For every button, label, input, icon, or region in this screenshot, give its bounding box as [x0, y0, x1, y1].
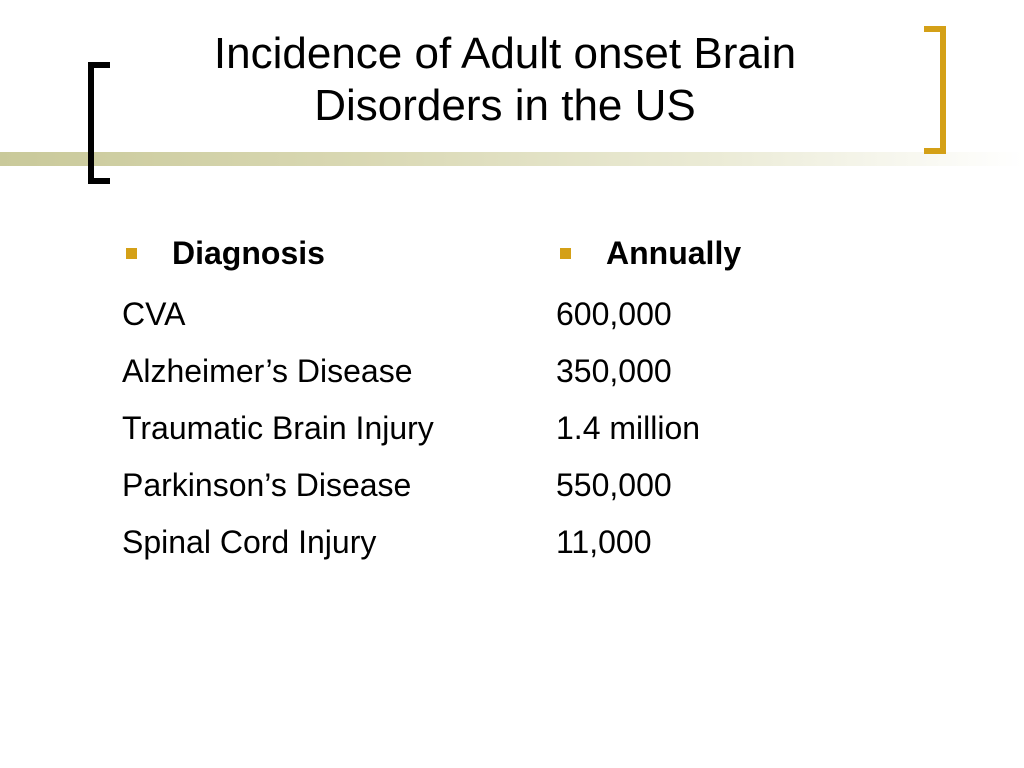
annual-value: 600,000 [556, 296, 672, 332]
diagnosis-item: Spinal Cord Injury [122, 524, 377, 560]
square-bullet-icon [560, 248, 571, 259]
diagnosis-column [122, 228, 532, 571]
annual-value: 350,000 [556, 353, 672, 389]
annual-value: 11,000 [556, 524, 652, 560]
diagnosis-header-label: Diagnosis [172, 235, 325, 271]
annually-list [556, 286, 916, 571]
diagnosis-item: CVA [122, 296, 186, 332]
annually-column [556, 228, 916, 571]
diagnosis-item: Alzheimer’s Disease [122, 353, 413, 389]
slide-title: Incidence of Adult onset Brain Disorders in the US [213, 29, 797, 130]
right-bracket-decoration [924, 26, 946, 154]
annual-value: 1.4 million [556, 410, 701, 446]
diagnosis-header [122, 228, 532, 278]
annually-header [556, 228, 916, 278]
diagnosis-item: Parkinson’s Disease [122, 467, 412, 503]
diagnosis-list [122, 286, 532, 571]
left-bracket-decoration [88, 62, 110, 184]
annual-value: 550,000 [556, 467, 672, 503]
square-bullet-icon [126, 248, 137, 259]
diagnosis-item: Traumatic Brain Injury [122, 410, 434, 446]
title-underline-bar [0, 152, 1024, 166]
annually-header-label: Annually [606, 235, 742, 271]
